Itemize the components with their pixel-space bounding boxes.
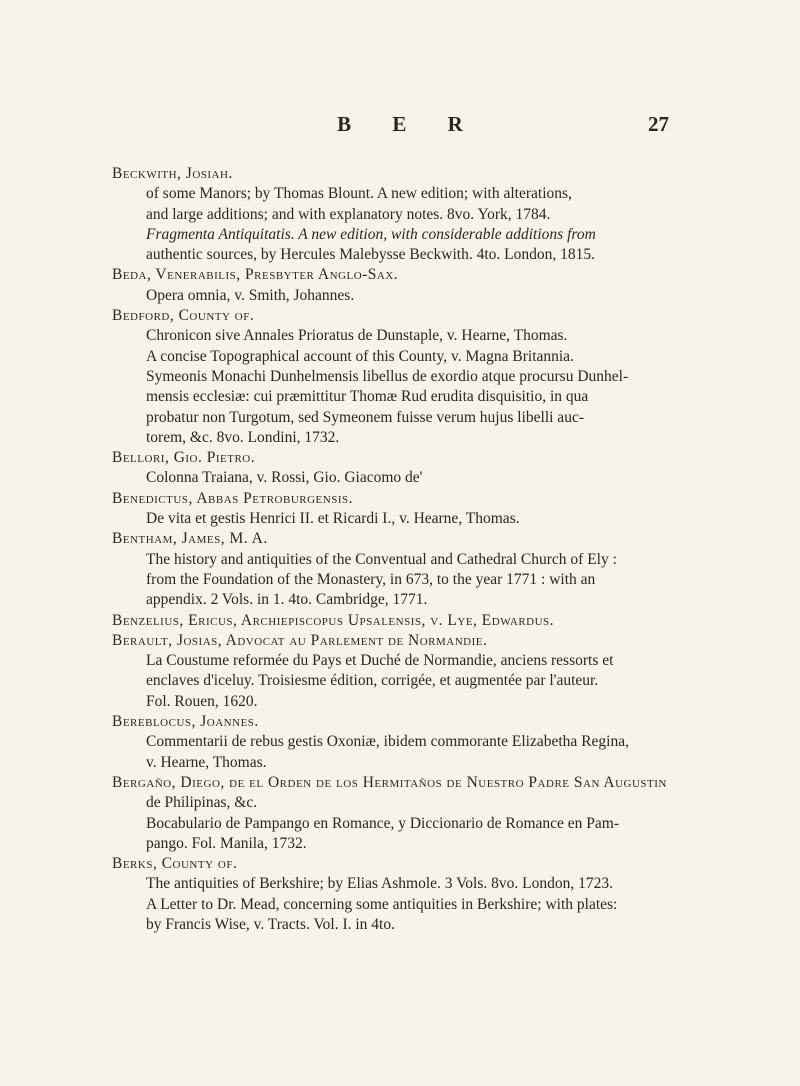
entry-text-line: de Philipinas, &c. <box>146 794 258 812</box>
entry-text-line: v. Hearne, Thomas. <box>146 753 267 771</box>
entry-text-line: De vita et gestis Henrici II. et Ricardi I., v. Hearne, Thomas. <box>146 510 520 528</box>
entry-heading: Benzelius, Ericus, Archiepiscopus Upsalensis, v. Lye, Edwardus. <box>112 611 555 629</box>
entry-text-line: by Francis Wise, v. Tracts. Vol. I. in 4to. <box>146 915 395 933</box>
entry-heading: Benedictus, Abbas Petroburgensis. <box>112 489 353 507</box>
entry-text-line: A concise Topographical account of this County, v. Magna Britannia. <box>146 347 574 365</box>
entry-heading: Berks, County of. <box>112 855 238 873</box>
entry-text-line: torem, &c. 8vo. Londini, 1732. <box>146 428 340 446</box>
entry-text-line: probatur non Turgotum, sed Symeonem fuisse verum hujus libelli auc- <box>146 408 584 426</box>
entry-text-line: Bocabulario de Pampango en Romance, y Diccionario de Romance en Pam- <box>146 814 620 832</box>
entry-heading: Bergaño, Diego, de el Orden de los Hermitaños de Nuestro Padre San Augustin <box>112 773 667 791</box>
entry-heading: Bedford, County of. <box>112 307 255 325</box>
entry-heading: Bellori, Gio. Pietro. <box>112 449 256 467</box>
catalogue-entries <box>112 164 667 935</box>
entry-text-line: La Coustume reformée du Pays et Duché de Normandie, anciens ressorts et <box>146 652 614 670</box>
entry-text-line: The antiquities of Berkshire; by Elias Ashmole. 3 Vols. 8vo. London, 1723. <box>146 875 613 893</box>
entry-heading: Berault, Josias, Advocat au Parlement de Normandie. <box>112 631 488 649</box>
entry-text-line: The history and antiquities of the Conventual and Cathedral Church of Ely : <box>146 550 617 568</box>
entry-text-line: Commentarii de rebus gestis Oxoniæ, ibidem commorante Elizabetha Regina, <box>146 733 629 751</box>
entry-text-line: Chronicon sive Annales Prioratus de Dunstaple, v. Hearne, Thomas. <box>146 327 568 345</box>
entry-text-line: Colonna Traiana, v. Rossi, Gio. Giacomo de' <box>146 469 423 487</box>
entry-text-line: Opera omnia, v. Smith, Johannes. <box>146 286 355 304</box>
running-head: B E R <box>337 112 481 136</box>
entry-text-line: mensis ecclesiæ: cui præmittitur Thomæ Rud erudita disquisitio, in qua <box>146 388 589 406</box>
entry-text-line: appendix. 2 Vols. in 1. 4to. Cambridge, 1771. <box>146 591 428 609</box>
entry-text-line: from the Foundation of the Monastery, in 673, to the year 1771 : with an <box>146 570 596 588</box>
entry-text-line: A Letter to Dr. Mead, concerning some antiquities in Berkshire; with plates: <box>146 895 618 913</box>
entry-text-line: authentic sources, by Hercules Malebysse Beckwith. 4to. London, 1815. <box>146 246 595 264</box>
entry-text-line: of some Manors; by Thomas Blount. A new edition; with alterations, <box>146 185 572 203</box>
entry-text-line: pango. Fol. Manila, 1732. <box>146 834 307 852</box>
entry-text-line: Fol. Rouen, 1620. <box>146 692 258 710</box>
entry-text-line: enclaves d'iceluy. Troisiesme édition, corrigée, et augmentée par l'auteur. <box>146 672 599 690</box>
page-number: 27 <box>648 112 669 136</box>
entry-heading: Beda, Venerabilis, Presbyter Anglo-Sax. <box>112 266 399 284</box>
entry-text-line: Symeonis Monachi Dunhelmensis libellus de exordio atque procursu Dunhel- <box>146 367 629 385</box>
entry-heading: Bentham, James, M. A. <box>112 530 268 548</box>
page-header <box>0 112 800 142</box>
entry-text-line: and large additions; and with explanatory notes. 8vo. York, 1784. <box>146 205 551 223</box>
entry-heading: Beckwith, Josiah. <box>112 165 233 182</box>
entry-heading: Bereblocus, Joannes. <box>112 713 259 731</box>
entry-text-line: Fragmenta Antiquitatis. A new edition, with considerable additions from <box>146 225 596 243</box>
